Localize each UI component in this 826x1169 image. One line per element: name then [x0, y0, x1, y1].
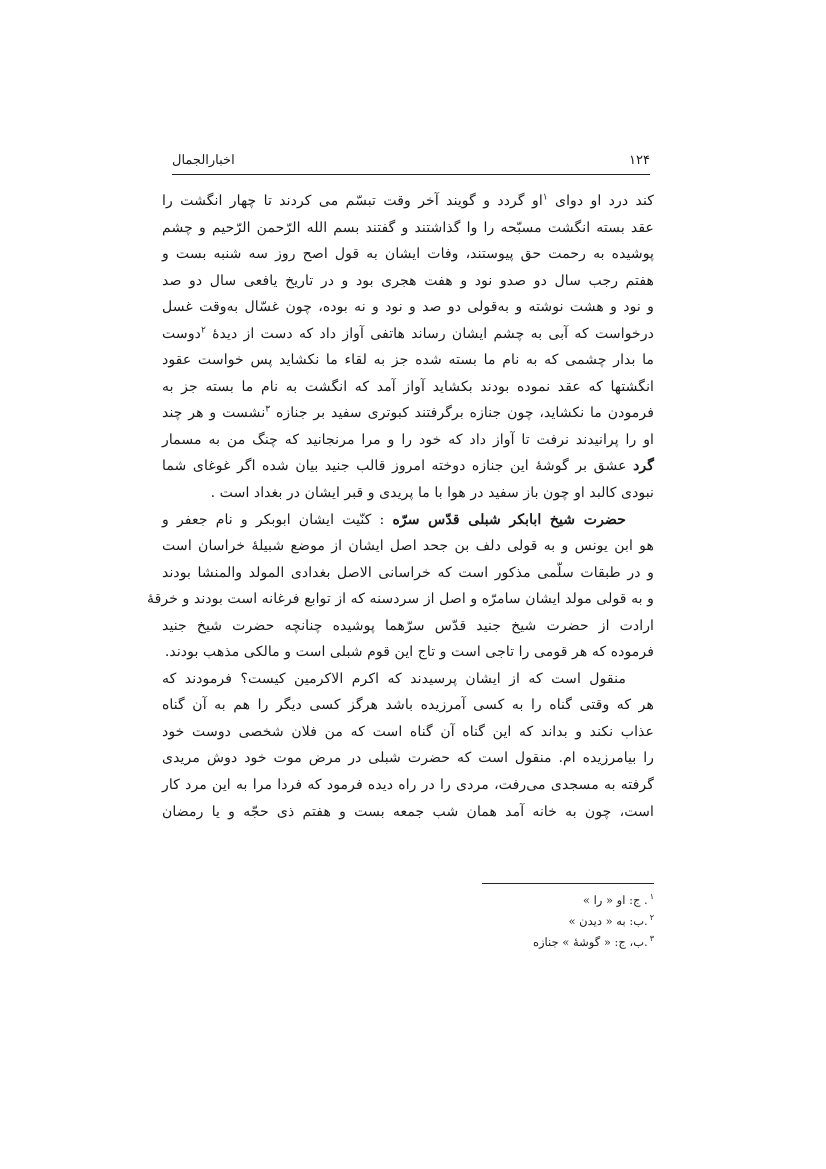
- page-number: ۱۲۴: [629, 152, 650, 168]
- line-text: او را پرانیدند نرفت تا آواز داد که خود را و مرا مرنجانید که چنگ من به مسمار: [162, 431, 654, 448]
- line-text: دوست: [162, 325, 201, 342]
- text-line: [162, 400, 654, 427]
- line-text: نبودی کالبد او چون باز سفید در هوا با ما پریدی و قبر ایشان در بغداد است .: [210, 485, 654, 502]
- line-text: بیان شده اگر غوغای شما: [162, 458, 319, 475]
- footnote-number: ۱: [649, 892, 654, 902]
- text-line: [162, 268, 654, 295]
- footnote-number: ۲: [649, 913, 654, 923]
- bold-text: حضرت شیخ ابابکر شبلی قدّس سرّه: [392, 511, 626, 528]
- text-line: [162, 533, 654, 560]
- text-line: [162, 453, 654, 480]
- header-rule: [172, 174, 650, 175]
- line-text: او گردد و گویند آخر وقت تبسّم می کردند تا چهار انگشت را: [162, 193, 543, 209]
- text-line: [162, 799, 654, 826]
- text-line: [147, 586, 654, 613]
- footnote: [354, 890, 654, 911]
- text-line: [162, 241, 654, 268]
- text-line: [162, 347, 654, 374]
- line-text: ارادت از حضرت شیخ جنید قدّس سرّهما پوشیده چنانچه حضرت شیخ جنید: [162, 617, 654, 634]
- footnote-text: .ب، ج: « گوشهٔ » جنازه: [532, 935, 648, 949]
- bold-text: گرد: [633, 458, 655, 475]
- line-text: کند درد او دوای: [554, 193, 654, 209]
- text-line: [162, 613, 654, 640]
- text-line: [162, 666, 654, 693]
- text-line: [162, 188, 654, 215]
- text-line: [162, 321, 654, 348]
- line-text: منقول است که از ایشان پرسیدند که اکرم الاکرمین کیست؟ فرمودند که: [162, 670, 626, 687]
- line-text: انگشتها که عقد نموده بودند بکشاید آواز آمد که انگشت به نام ما بسته جز به: [162, 378, 654, 395]
- text-line: [162, 480, 654, 507]
- text-line: [162, 639, 654, 666]
- footnote-rule: [482, 883, 654, 884]
- line-text: و در طبقات سلّمی مذکور است که خراسانی الاصل بغدادی المولد والمنشا بودند: [162, 564, 654, 581]
- footnote-text: . ج: او « را »: [582, 893, 648, 907]
- text-line: [162, 374, 654, 401]
- line-text: است، چون به خانه آمد همان شب جمعه بست و هفتم ذی حجّه و یا رمضان: [162, 803, 654, 820]
- text-line: [162, 560, 654, 587]
- line-text: و نود و هشت نوشته و به‌قولی دو صد و نود و نه بوده، چون غسّال به‌وقت غسل: [162, 299, 654, 316]
- line-text: هر که وقتی گناه را به کسی آمرزیده باشد هرگز کسی دیگر را هم به آن گناه: [162, 697, 654, 714]
- text-line: [162, 719, 654, 746]
- footnote: [354, 911, 654, 932]
- footnote-text: .ب: به « دیدن »: [568, 914, 648, 928]
- text-line: [162, 745, 654, 772]
- line-text: درخواست که آبی به چشم ایشان رساند هاتفی آواز داد که دست از دیدهٔ: [212, 325, 655, 342]
- footnote-marker: ۲: [201, 325, 206, 335]
- line-text: نشست و هر چند: [162, 405, 266, 422]
- line-text: : کنّیت ایشان ابوبکر و نام جعفر و: [162, 511, 385, 528]
- line-text: پوشیده به رحمت حق پیوستند، وفات ایشان به قول اصح روز سه شنبه بست و: [162, 246, 654, 263]
- line-text: فرموده که هر قومی را تاجی است و تاج این قوم شبلی است و مالکی مذهب بودند.: [164, 644, 654, 661]
- text-line: [162, 772, 654, 799]
- line-text: و به قولی مولد ایشان سامرّه و اصل از سردسنه که از توابع فرغانه است بودند و خرقهٔ: [147, 591, 654, 608]
- footnote-number: ۳: [649, 934, 654, 944]
- text-line: [162, 692, 654, 719]
- text-line: [162, 427, 654, 454]
- footnote-marker: ۱: [542, 192, 548, 203]
- line-text: گرفته به مسجدی می‌رفت، مردی را در راه دیده فرمود که فردا مرا به این مرد کار: [162, 777, 654, 794]
- running-title: اخبارالجمال: [172, 152, 235, 168]
- line-text: را بیامرزیده ام. منقول است که حضرت شبلی در مرض موت خود دوش مریدی: [162, 750, 654, 767]
- line-text: عذاب نکند و بداند که این گناه آن گناه است که من فلان شخصی دوست خود: [162, 723, 654, 740]
- footnote-marker: ۳: [265, 404, 271, 415]
- text-line: [162, 294, 654, 321]
- line-text: هو ابن یونس و به قولی دلف بن جحد اصل ایشان از موضع شبیلهٔ خراسان است: [162, 538, 654, 555]
- footnotes: [354, 890, 654, 953]
- footnote: [354, 932, 654, 953]
- text-line: [162, 507, 654, 534]
- running-header: [172, 148, 650, 172]
- text-line: [162, 215, 654, 242]
- line-text: فرمودن ما نکشاید، چون جنازه برگرفتند کبوتری سفید بر جنازه: [275, 405, 654, 422]
- line-text: هفتم رجب سال دو صدو نود و هفت هجری بود و در تاریخ یافعی سال دو صد: [162, 272, 654, 289]
- body-text: [147, 188, 655, 825]
- line-text: عقد بسته انگشت مسبّحه را وا گذاشتند و گفتند بسم الله الرّحمن الرّحیم و چشم: [162, 219, 654, 236]
- line-text: عشق بر گوشهٔ این جنازه دوخته امروز قالب جنید: [324, 458, 627, 475]
- line-text: ما بدار چشمی که به نام ما بسته شده جز به لقاء ما نکشاید پس خواست عقود: [162, 352, 654, 369]
